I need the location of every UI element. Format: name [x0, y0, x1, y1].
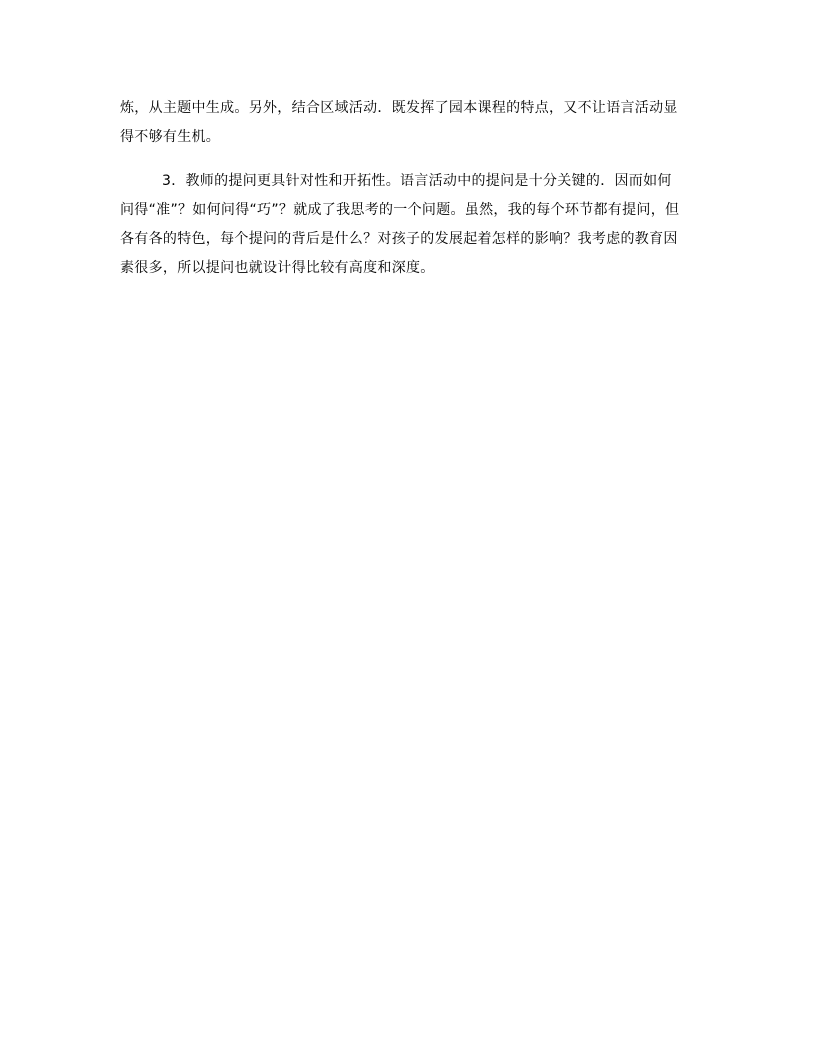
paragraph-2-line-1: 3．教师的提问更具针对性和开拓性。语言活动中的提问是十分关键的．因而如何: [162, 173, 672, 189]
paragraph-2-line-2: 问得“准”？如何问得“巧”？就成了我思考的一个问题。虽然，我的每个环节都有提问，但: [120, 202, 680, 218]
paragraph-1-line-1: 炼，从主题中生成。另外，结合区域活动．既发挥了园本课程的特点，又不让语言活动显: [120, 100, 678, 116]
paragraph-1-line-2: 得不够有生机。: [120, 129, 221, 145]
paragraph-2-line-3: 各有各的特色，每个提问的背后是什么？对孩子的发展起着怎样的影响？我考虑的教育因: [120, 231, 678, 247]
paragraph-2-line-4: 素很多，所以提问也就设计得比较有高度和深度。: [120, 260, 435, 276]
